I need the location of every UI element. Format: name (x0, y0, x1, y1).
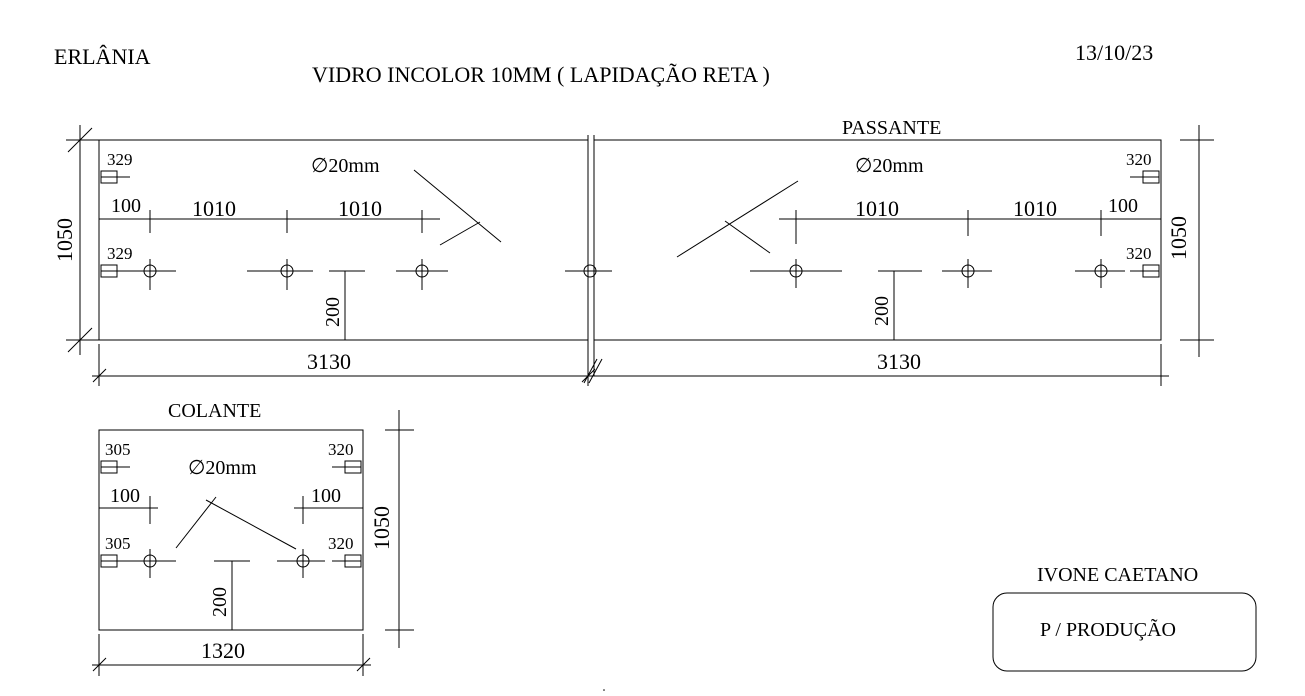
drawing-title: VIDRO INCOLOR 10MM ( LAPIDAÇÃO RETA ) (312, 62, 770, 87)
hinge-marker-top-right (1130, 171, 1159, 183)
hole-left-1 (124, 259, 176, 290)
panel-right-spacing-2: 1010 (1013, 196, 1057, 221)
hinge-offset-bottom-left: 329 (107, 244, 133, 263)
panel-small-hole-height: 200 (209, 587, 231, 617)
client-name: ERLÂNIA (54, 44, 151, 69)
small-offset-top-right: 320 (328, 440, 354, 459)
small-offset-top-left: 305 (105, 440, 131, 459)
small-offset-bottom-right: 320 (328, 534, 354, 553)
panel-right-hole-spec: ∅20mm (855, 155, 924, 177)
hole-right-1 (750, 259, 842, 288)
panel-small-hole-spec: ∅20mm (188, 457, 257, 479)
stray-dot (603, 689, 605, 691)
author-name: IVONE CAETANO (1037, 564, 1199, 586)
panel-small-hole-leader (176, 497, 296, 549)
panel-right (594, 117, 1214, 386)
hole-left-2 (247, 259, 313, 290)
panel-small-edge-left: 100 (110, 485, 140, 507)
panel-left-height-label: 1050 (52, 218, 77, 262)
hole-left-3 (396, 259, 448, 290)
hinge-marker-small-top-left (101, 461, 130, 473)
hole-small-right (277, 549, 325, 578)
drawing-date: 13/10/23 (1075, 40, 1154, 65)
panel-right-height-label: 1050 (1166, 216, 1191, 260)
hinge-marker-small-bottom-right (332, 555, 361, 567)
panel-right-width-dimension (594, 344, 1169, 386)
panel-small-height-label: 1050 (369, 506, 394, 550)
panel-small-width-label: 1320 (201, 638, 245, 663)
panel-small (92, 400, 414, 676)
hinge-offset-top-left: 329 (107, 150, 133, 169)
production-stamp (993, 593, 1256, 671)
panel-left (52, 125, 596, 386)
panel-left-hole-spec: ∅20mm (311, 155, 380, 177)
hinge-marker-bottom-right (1130, 265, 1159, 277)
hinge-offset-bottom-right: 320 (1126, 244, 1152, 263)
hinge-marker-small-top-right (332, 461, 361, 473)
hole-right-3 (1075, 259, 1125, 288)
panel-left-hole-leader (414, 170, 501, 245)
panel-right-hole-height: 200 (871, 296, 893, 326)
center-joint (565, 135, 612, 383)
hinge-marker-top-left (101, 171, 130, 183)
panel-left-edge-dim: 100 (111, 195, 141, 217)
panel-left-spacing-2: 1010 (338, 196, 382, 221)
panel-left-hole-height: 200 (322, 297, 344, 327)
panel-left-height-dimension (52, 125, 99, 355)
panel-left-spacing-1: 1010 (192, 196, 236, 221)
production-stamp-label: P / PRODUÇÃO (1040, 619, 1176, 641)
small-offset-bottom-left: 305 (105, 534, 131, 553)
panel-small-width-dimension (92, 634, 371, 676)
panel-right-spacing-1: 1010 (855, 196, 899, 221)
panel-left-spacing-dimension (99, 210, 440, 233)
panel-right-width-label: 3130 (877, 349, 921, 374)
panel-small-height-dimension (369, 410, 414, 648)
hinge-offset-top-right: 320 (1126, 150, 1152, 169)
panel-small-edge-right: 100 (311, 485, 341, 507)
hole-small-left (124, 549, 176, 578)
panel-right-edge-dim: 100 (1108, 195, 1138, 217)
panel-small-label: COLANTE (168, 400, 262, 422)
hole-right-2 (942, 259, 992, 288)
panel-right-height-dimension (1166, 125, 1214, 357)
panel-left-width-dimension (92, 344, 596, 386)
panel-left-width-label: 3130 (307, 349, 351, 374)
panel-right-label: PASSANTE (842, 117, 942, 139)
panel-right-spacing-dimension (779, 210, 1161, 244)
